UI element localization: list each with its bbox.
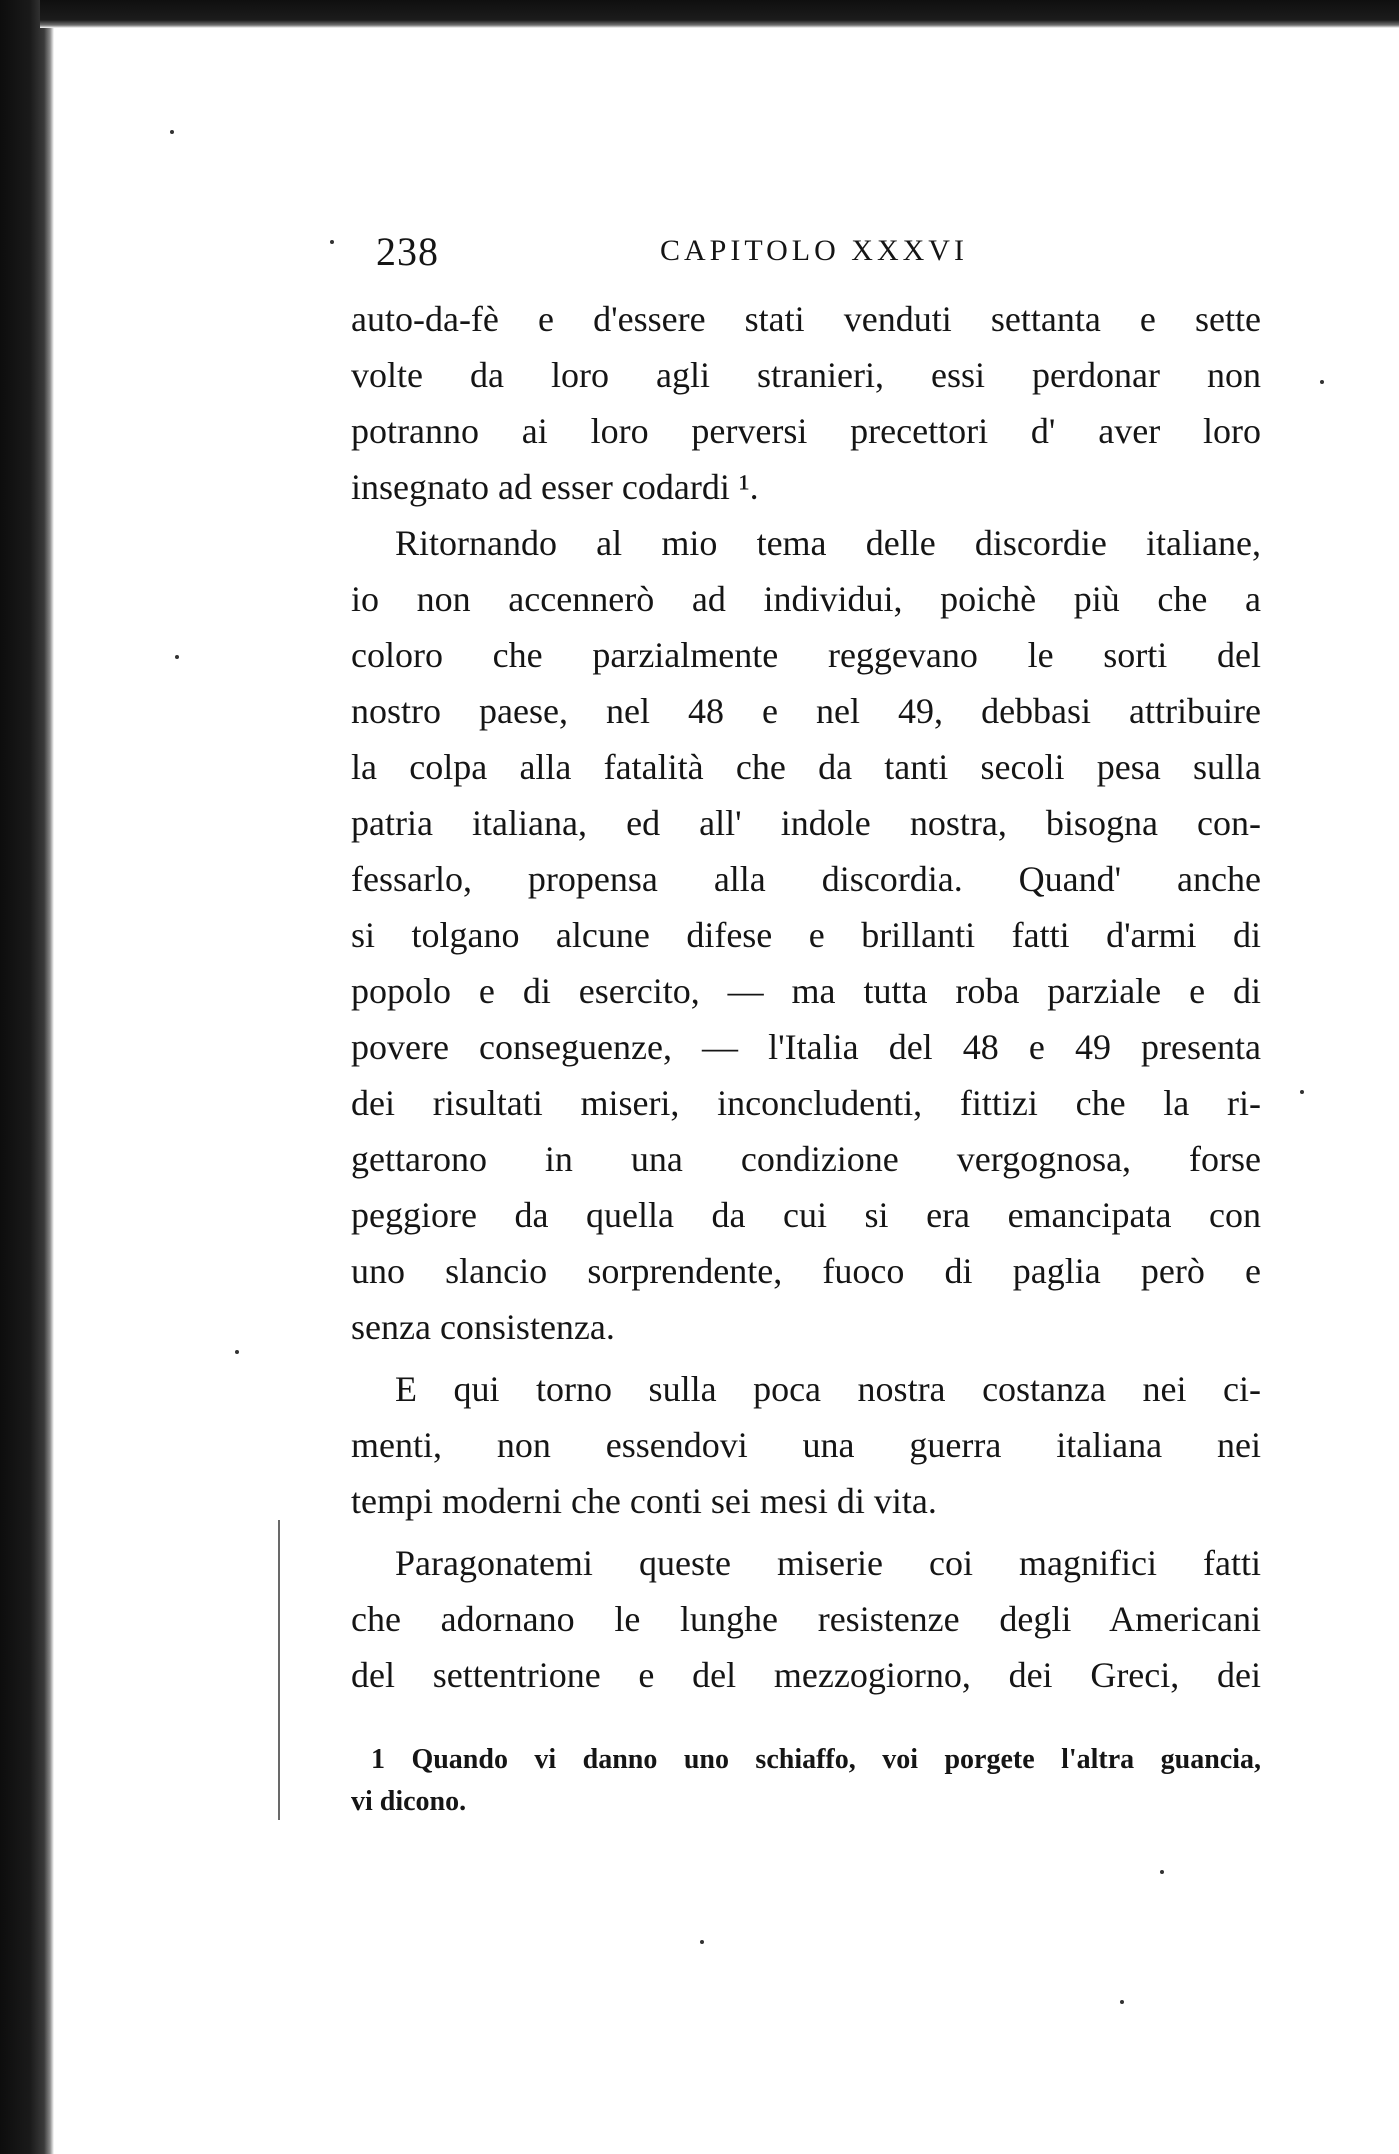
scan-speck [1320,380,1324,384]
text-line: auto-da-fè e d'essere stati venduti settanta e sette [351,299,1261,339]
footnote-line: 1 Quando vi danno uno schiaffo, voi porgete l'altra guancia, [371,1744,1261,1775]
text-line: insegnato ad esser codardi ¹. [351,467,759,507]
scan-top-edge [40,0,1399,28]
text-line: peggiore da quella da cui si era emancipata con [351,1195,1261,1235]
scan-margin-mark [278,1520,280,1820]
text-line: dei risultati miseri, inconcludenti, fittizi che la ri- [351,1083,1261,1123]
text-line: coloro che parzialmente reggevano le sorti del [351,635,1261,675]
scan-speck [175,655,179,659]
scan-speck [1120,2000,1124,2004]
page-number: 238 [376,229,439,274]
scan-binding-edge [0,0,54,2154]
text-line: fessarlo, propensa alla discordia. Quand' anche [351,859,1261,899]
scan-speck [1160,1870,1164,1874]
text-line: si tolgano alcune difese e brillanti fatti d'armi di [351,915,1261,955]
scan-speck [330,240,334,244]
text-line: patria italiana, ed all' indole nostra, bisogna con- [351,803,1261,843]
text-line: gettarono in una condizione vergognosa, forse [351,1139,1261,1179]
text-line: uno slancio sorprendente, fuoco di paglia però e [351,1251,1261,1291]
running-head: CAPITOLO XXXVI [660,234,968,267]
text-line: io non accennerò ad individui, poichè più che a [351,579,1261,619]
text-line: tempi moderni che conti sei mesi di vita. [351,1481,937,1521]
paragraph-start-line: Ritornando al mio tema delle discordie italiane, [395,523,1261,563]
paragraph-start-line: Paragonatemi queste miserie coi magnifici fatti [395,1543,1261,1583]
text-line: che adornano le lunghe resistenze degli Americani [351,1599,1261,1639]
text-line: volte da loro agli stranieri, essi perdonar non [351,355,1261,395]
scan-speck [1300,1090,1304,1094]
scan-speck [235,1350,239,1354]
text-line: la colpa alla fatalità che da tanti secoli pesa sulla [351,747,1261,787]
text-line: senza consistenza. [351,1307,615,1347]
text-line: popolo e di esercito, — ma tutta roba parziale e di [351,971,1261,1011]
scan-speck [170,130,174,134]
text-line: potranno ai loro perversi precettori d' aver loro [351,411,1261,451]
scan-speck [700,1940,704,1944]
text-line: povere conseguenze, — l'Italia del 48 e 49 presenta [351,1027,1261,1067]
paragraph-start-line: E qui torno sulla poca nostra costanza nei ci- [395,1369,1261,1409]
text-line: nostro paese, nel 48 e nel 49, debbasi attribuire [351,691,1261,731]
text-line: del settentrione e del mezzogiorno, dei Greci, dei [351,1655,1261,1695]
text-line: menti, non essendovi una guerra italiana nei [351,1425,1261,1465]
footnote-line: vi dicono. [351,1786,467,1817]
